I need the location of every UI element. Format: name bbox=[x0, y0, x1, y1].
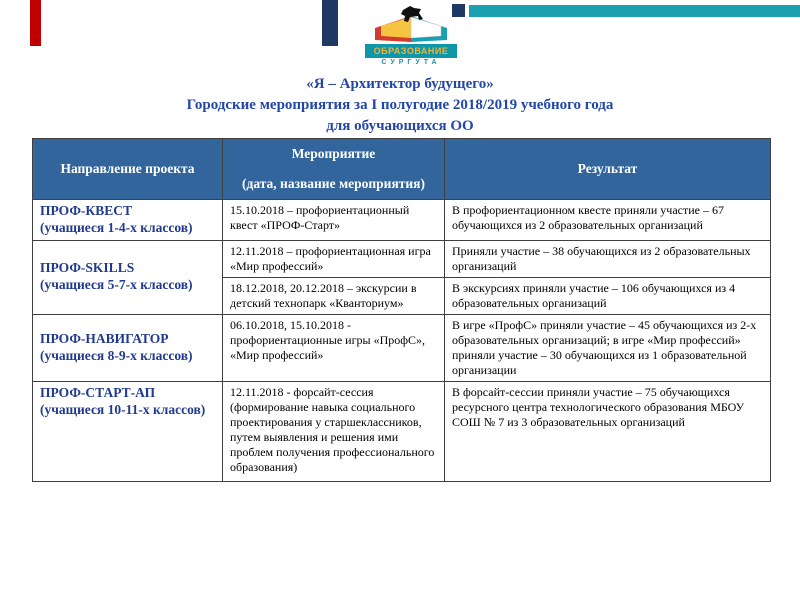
navy-accent-bar bbox=[322, 0, 338, 46]
header-result bbox=[445, 139, 771, 200]
books-icon bbox=[365, 0, 457, 44]
project-cell bbox=[33, 381, 223, 481]
event-cell: 18.12.2018, 20.12.2018 – экскурсии в детский технопарк «Кванториум» bbox=[223, 277, 445, 314]
project-grades: (учащиеся 10-11-х классов) bbox=[40, 401, 206, 417]
title-line-3: для обучающихся ОО bbox=[326, 118, 474, 134]
table-row bbox=[33, 381, 771, 481]
project-grades: (учащиеся 5-7-х классов) bbox=[40, 277, 193, 293]
result-cell: В игре «ПрофС» приняли участие – 45 обучающихся из 2-х образовательных организаций; в игре «Мир профессий» приняли участие – 30 обучающихся из 1 образовательной организации bbox=[445, 314, 771, 381]
project-name: ПРОФ-SKILLS bbox=[40, 260, 135, 276]
project-grades: (учащиеся 1-4-х классов) bbox=[40, 219, 193, 235]
logo bbox=[363, 0, 459, 66]
event-cell: 15.10.2018 – профориентационный квест «ПРОФ-Старт» bbox=[223, 200, 445, 241]
result-cell: В экскурсиях приняли участие – 106 обучающихся из 4 образовательных организаций bbox=[445, 277, 771, 314]
project-cell bbox=[33, 240, 223, 314]
event-cell: 06.10.2018, 15.10.2018 - профориентационные игры «ПрофС», «Мир профессий» bbox=[223, 314, 445, 381]
project-cell bbox=[33, 314, 223, 381]
table-row bbox=[33, 240, 771, 277]
events-table bbox=[32, 138, 771, 482]
project-name: ПРОФ-НАВИГАТОР bbox=[40, 330, 169, 346]
table-header-row bbox=[33, 139, 771, 200]
header-event-sublabel: (дата, название мероприятия) bbox=[242, 175, 425, 191]
event-cell: 12.11.2018 - форсайт-сессия (формирование навыка социального проектирования у старшеклассников, путем выявления и решения ими проблем получения профессионального образования) bbox=[223, 381, 445, 481]
logo-title: ОБРАЗОВАНИЕ bbox=[365, 44, 457, 58]
header-event bbox=[223, 139, 445, 200]
header-direction bbox=[33, 139, 223, 200]
table-row bbox=[33, 200, 771, 241]
project-cell bbox=[33, 200, 223, 241]
title-line-2: Городские мероприятия за I полугодие 2018/2019 учебного года bbox=[186, 97, 614, 113]
project-name: ПРОФ-СТАРТ-АП bbox=[40, 384, 156, 400]
table-row bbox=[33, 314, 771, 381]
project-name: ПРОФ-КВЕСТ bbox=[40, 203, 132, 218]
header-event-label: Мероприятие bbox=[291, 145, 376, 161]
result-cell: В форсайт-сессии приняли участие – 75 обучающихся ресурсного центра технологического образования МБОУ СОШ № 7 из 3 образовательных организаций bbox=[445, 381, 771, 481]
title-line-1: «Я – Архитектор будущего» bbox=[306, 76, 494, 92]
header-direction-label: Направление проекта bbox=[60, 160, 195, 176]
project-grades: (учащиеся 8-9-х классов) bbox=[40, 347, 193, 363]
result-cell: Приняли участие – 38 обучающихся из 2 образовательных организаций bbox=[445, 240, 771, 277]
red-accent-bar bbox=[30, 0, 41, 46]
result-cell: В профориентационном квесте приняли участие – 67 обучающихся из 2 образовательных организаций bbox=[445, 200, 771, 241]
header-result-label: Результат bbox=[577, 160, 638, 176]
logo-subtitle: СУРГУТА bbox=[381, 59, 441, 66]
event-cell: 12.11.2018 – профориентационная игра «Мир профессий» bbox=[223, 240, 445, 277]
slide-title bbox=[0, 74, 800, 137]
teal-accent-bar bbox=[469, 5, 800, 17]
